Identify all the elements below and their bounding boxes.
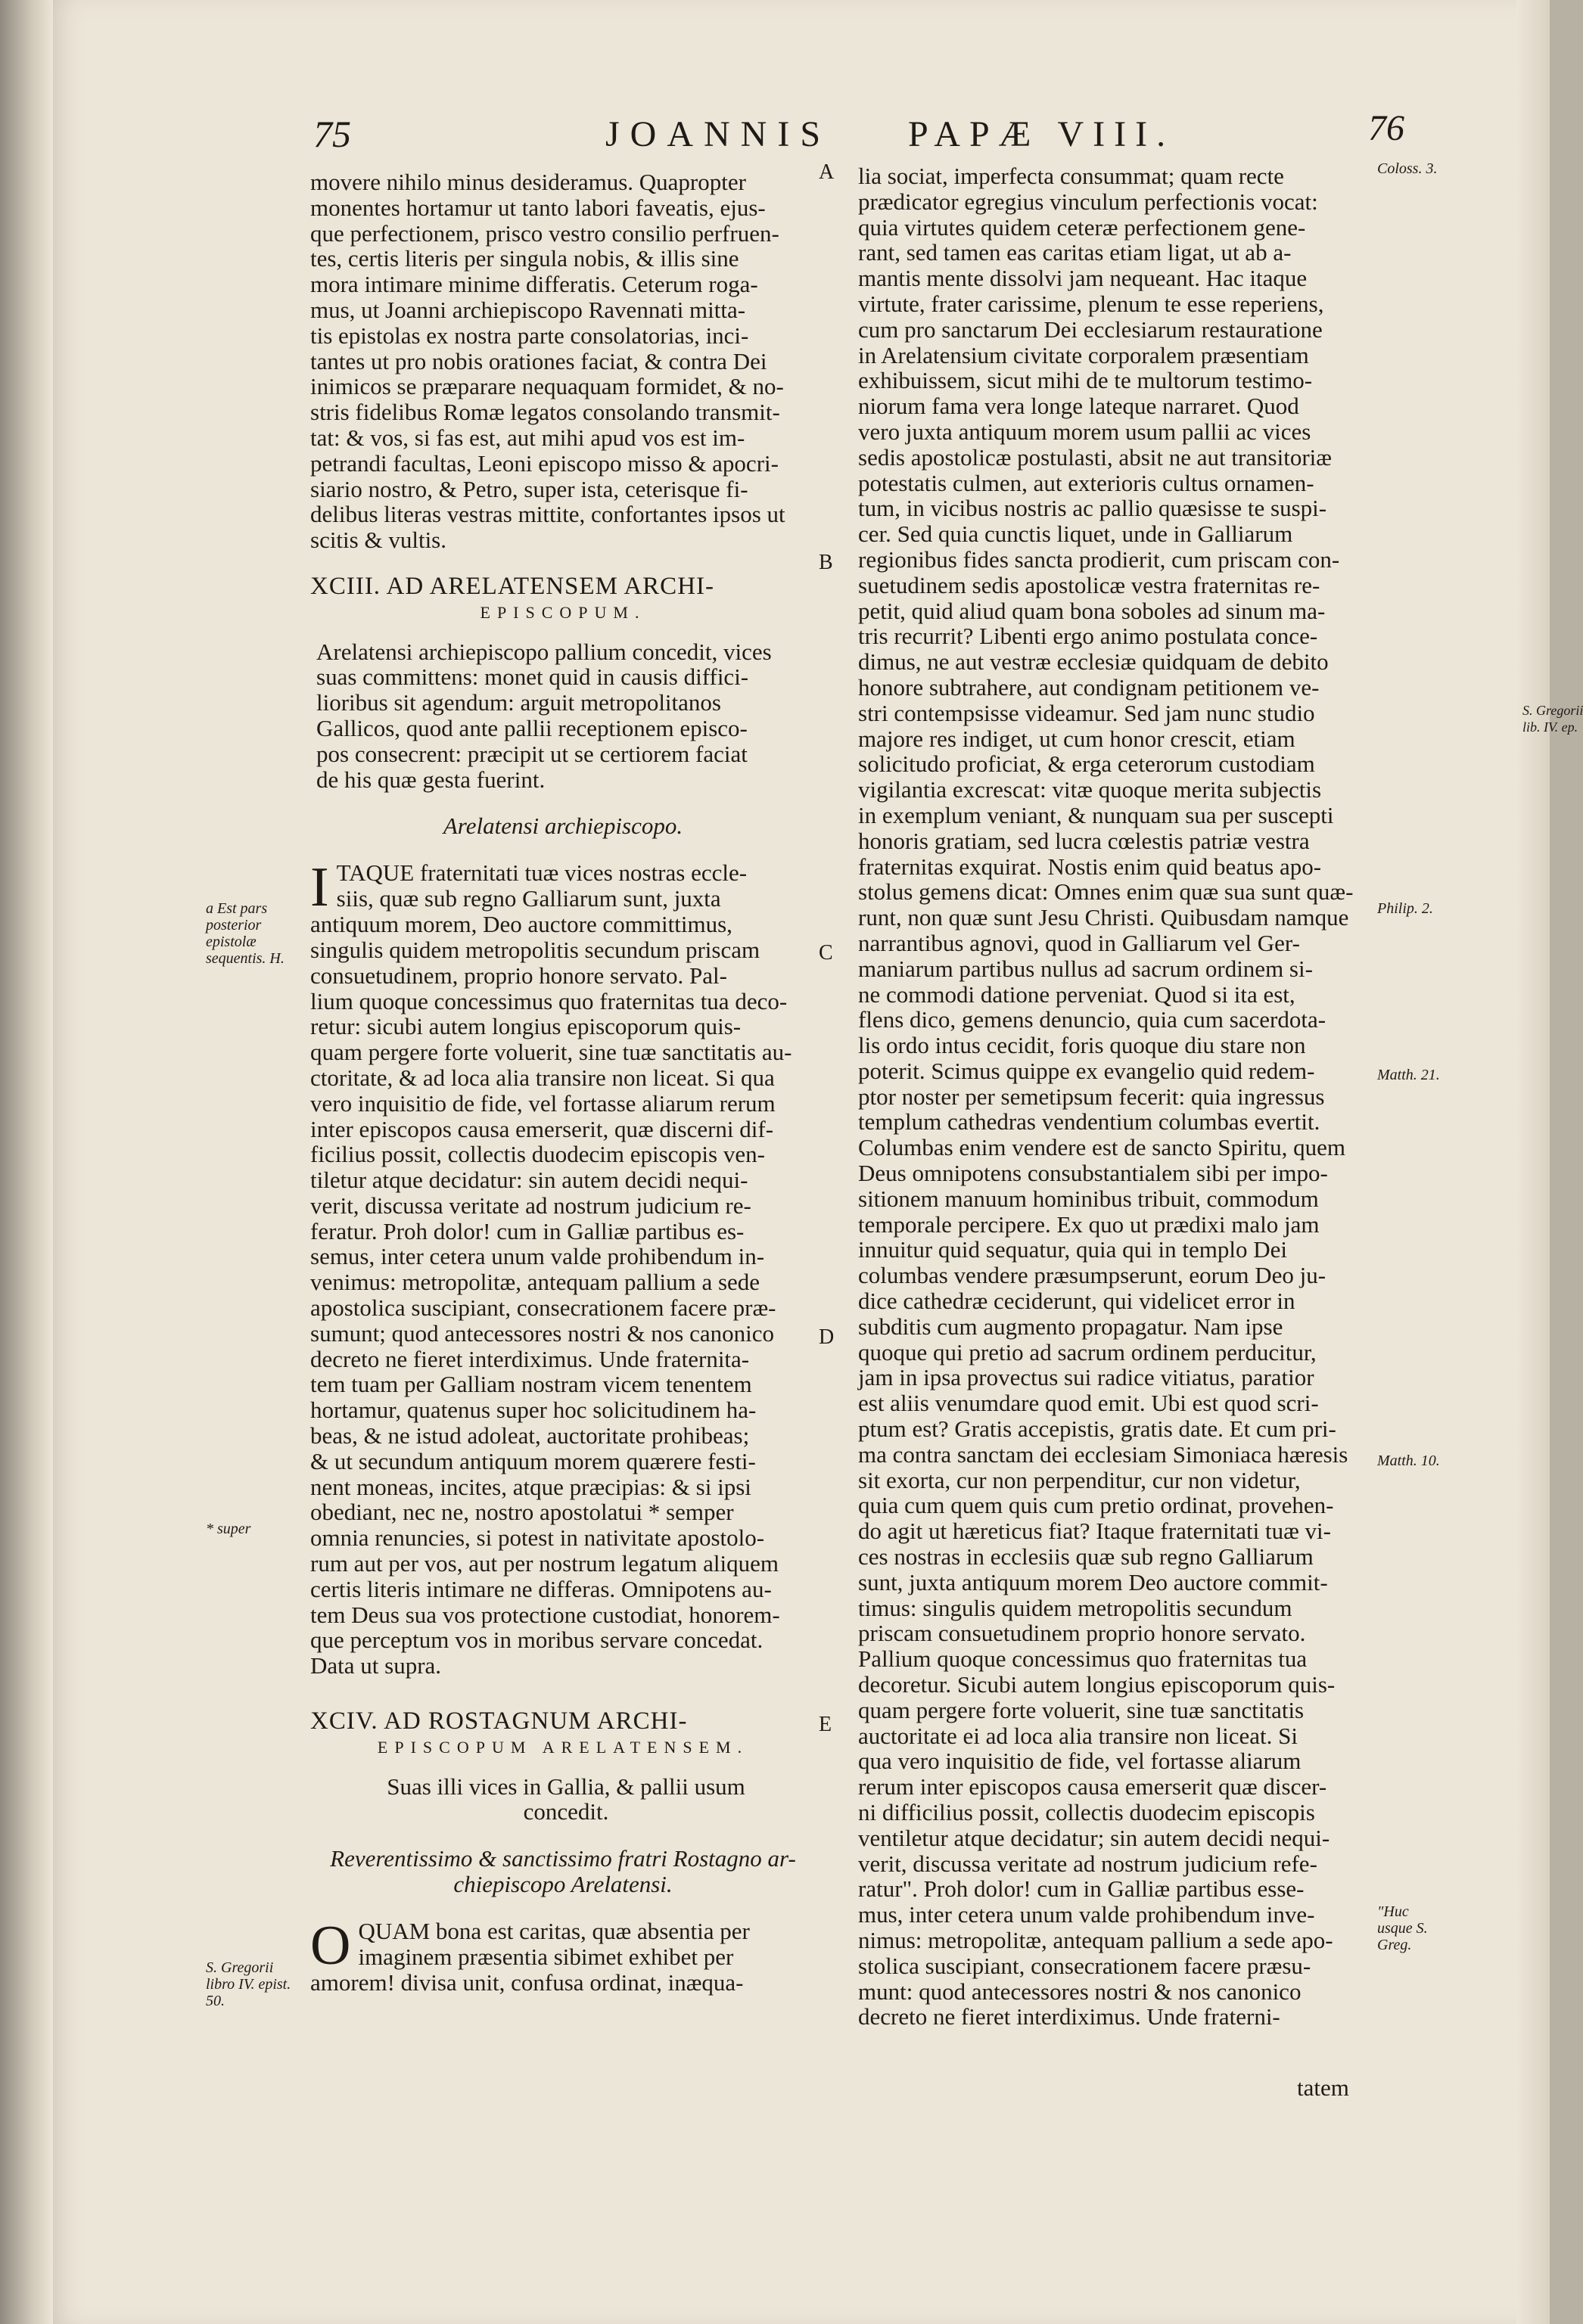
text-line: imaginem præsentia sibimet exhibet per — [358, 1943, 734, 1970]
text-line: regionibus fides sancta prodierit, cum priscam con- — [858, 545, 1340, 573]
margin-note-super: * super — [206, 1521, 251, 1537]
margin-note-a: a Est pars posterior epistolæ sequentis. H. — [206, 900, 285, 967]
text-line: exhibuissem, sicut mihi de te multorum testimo- — [858, 367, 1313, 394]
text-line: de his quæ gesta fuerint. — [316, 766, 546, 793]
text-line: sumunt; quod antecessores nostri & nos canonico — [310, 1319, 775, 1347]
text-line: niorum fama vera longe lateque narraret. Quod — [858, 393, 1299, 420]
text-line: decoretur. Sicubi autem longius episcoporum quis- — [858, 1671, 1336, 1698]
text-line: siario nostro, & Petro, super ista, ceterisque fi- — [310, 475, 748, 502]
text-line: quam pergere forte voluerit, sine tuæ sanctitatis au- — [310, 1039, 792, 1066]
text-line: tis epistolas ex nostra parte consolatorias, inci- — [310, 322, 749, 349]
text-line: Deus omnipotens consubstantialem sibi per impo- — [858, 1160, 1328, 1187]
text-line: amorem! divisa unit, confusa ordinat, inæqua- — [310, 1968, 744, 1996]
text-line: lium quoque concessimus quo fraternitas tua deco- — [310, 987, 788, 1014]
text-line: lis ordo intus cecidit, foris quoque diu stare non — [858, 1032, 1306, 1059]
text-line: rant, sed tamen eas caritas etiam ligat, ut ab a- — [858, 239, 1292, 266]
adjacent-fragment: S. Gregorii — [1522, 703, 1583, 718]
text-line: innuitur quid sequatur, quia qui in templo Dei — [858, 1236, 1288, 1263]
left-page-number: 75 — [313, 113, 351, 155]
text-line: subditis cum augmento propagatur. Nam ipse — [858, 1313, 1283, 1340]
text-line: stris fidelibus Romæ legatos consolando transmit- — [310, 399, 780, 426]
text-line: auctoritate ei ad loca alia transire non liceat. Si — [858, 1722, 1298, 1749]
text-line: poterit. Scimus quippe ex evangelio quid redem- — [858, 1057, 1315, 1084]
text-line: sedis apostolicæ postulasti, absit ne aut transitoriæ — [858, 443, 1332, 471]
adjacent-page-edge — [1516, 0, 1583, 2324]
running-head-right: PAPÆ VIII. — [908, 114, 1175, 154]
text-line: TAQUE fraternitati tuæ vices nostras eccle- — [336, 859, 748, 887]
text-line: verit, discussa veritate ad nostrum judicium re- — [310, 1192, 751, 1219]
text-line: in Arelatensium civitate corporalem præsentiam — [858, 341, 1309, 368]
letter-heading-93: XCIII. AD ARELATENSEM ARCHI- — [310, 572, 715, 600]
text-line: quia virtutes quidem ceteræ perfectionem gene- — [858, 213, 1306, 241]
text-line: vero juxta antiquum morem usum pallii ac vices — [858, 418, 1311, 445]
text-line: vero inquisitio de fide, vel fortasse aliarum rerum — [310, 1089, 776, 1117]
text-line: lioribus sit agendum: arguit metropolitanos — [316, 689, 721, 716]
text-line: priscam consuetudinem proprio honore servato. — [858, 1620, 1306, 1647]
text-line: tem Deus sua vos protectione custodiat, honorem- — [310, 1601, 780, 1628]
text-line: quia cum quem quis cum pretio ordinat, provehen- — [858, 1492, 1334, 1519]
address-line-93: Arelatensi archiepiscopo. — [443, 812, 683, 840]
text-line: obediant, nec ne, nostro apostolatui * semper — [310, 1499, 734, 1526]
text-line: rum aut per vos, aut per nostrum legatum aliquem — [310, 1550, 779, 1577]
text-line: tem tuam per Galliam nostram vicem tenentem — [310, 1371, 752, 1398]
catchword: tatem — [1297, 2074, 1349, 2101]
text-line: hortamur, quatenus super hoc solicitudinem ha- — [310, 1397, 757, 1424]
letter-summary-93 — [310, 639, 816, 793]
text-line: in exemplum veniant, & nunquam sua per suscepti — [858, 801, 1334, 828]
margin-note-huc-usque: "Huc usque S. Greg. — [1377, 1903, 1428, 1953]
margin-note-matth21: Matth. 21. — [1377, 1067, 1440, 1083]
text-line: inimicos se præparare nequaquam formidet, & no- — [310, 373, 784, 400]
section-letter-b: B — [819, 551, 833, 574]
text-line: rerum inter episcopos causa emerserit quæ discer- — [858, 1773, 1327, 1800]
letter-subheading-94: EPISCOPUM ARELATENSEM. — [377, 1737, 749, 1757]
text-line: mus, inter cetera unum valde prohibendum inve- — [858, 1901, 1315, 1928]
text-line: que perceptum vos in moribus servare concedat. — [310, 1626, 764, 1654]
text-line: pos consecrent: præcipit ut se certiorem faciat — [316, 740, 748, 767]
text-line: scitis & vultis. — [310, 527, 446, 554]
margin-note-philip: Philip. 2. — [1377, 900, 1433, 917]
text-line: suas committens: monet quid in causis diffici- — [316, 663, 749, 691]
text-line: certis literis intimare ne differas. Omnipotens au- — [310, 1575, 772, 1602]
text-line: petrandi facultas, Leoni episcopo misso & apocri- — [310, 449, 779, 477]
text-line: Reverentissimo & sanctissimo fratri Rostagno ar- — [330, 1845, 796, 1872]
text-line: temporale percipere. Ex quo ut prædixi malo jam — [858, 1210, 1320, 1238]
text-line: ces nostras in ecclesiis quæ sub regno Galliarum — [858, 1543, 1314, 1571]
text-line: que perfectionem, prisco vestro consilio perfruen- — [310, 219, 779, 247]
text-line: cum pro sanctarum Dei ecclesiarum restauratione — [858, 315, 1323, 343]
text-line: jam in ipsa provectus sui radice vitiatus, paratior — [858, 1364, 1314, 1391]
text-line: ne commodi datione perveniat. Quod si ita est, — [858, 980, 1295, 1008]
text-line: siis, quæ sub regno Galliarum sunt, juxta — [336, 884, 721, 912]
adjacent-fragment: lib. IV. ep. — [1522, 719, 1578, 735]
text-line: ventiletur atque decidatur; sin autem decidi nequi- — [858, 1824, 1330, 1851]
text-line: cer. Sed quia cunctis liquet, unde in Galliarum — [858, 520, 1293, 548]
text-line: stri contempsisse videamur. Sed jam nunc studio — [858, 699, 1315, 726]
letter-subheading-93: EPISCOPUM. — [480, 602, 646, 622]
text-line: munt: quod antecessores nostri & nos canonico — [858, 1978, 1302, 2005]
text-line: templum cathedras vendentium columbas evertit. — [858, 1108, 1320, 1136]
text-line: antiquum morem, Deo auctore committimus, — [310, 911, 732, 938]
text-line: mora intimare minime differatis. Ceterum roga- — [310, 271, 758, 298]
text-line: tum, in vicibus nostris ac pallio quæsisse te suspi- — [858, 495, 1327, 522]
text-line: virtute, frater carissime, plenum te esse reperiens, — [858, 290, 1324, 317]
text-line: apostolica suscipiant, consecrationem facere præ- — [310, 1294, 776, 1322]
running-head-left: JOANNIS — [605, 114, 832, 154]
letter-summary-94 — [310, 1774, 816, 1825]
text-line: suetudinem sedis apostolicæ vestra fraternitas re- — [858, 571, 1320, 598]
text-line: beas, & ne istud adoleat, auctoritate prohibeas; — [310, 1422, 750, 1449]
text-line: Arelatensi archiepiscopo pallium concedit, vices — [316, 638, 772, 665]
paragraph-continued — [310, 169, 816, 553]
text-line: dice cathedræ ceciderunt, qui videlicet error in — [858, 1288, 1295, 1315]
letter-heading-94: XCIV. AD ROSTAGNUM ARCHI- — [310, 1707, 688, 1735]
margin-note-gregory: S. Gregorii libro IV. epist. 50. — [206, 1959, 291, 2009]
text-line: monentes hortamur ut tanto labori faveatis, ejus- — [310, 194, 766, 221]
text-line: chiepiscopo Arelatensi. — [453, 1871, 673, 1898]
text-line: ratur". Proh dolor! cum in Galliæ partibus esse- — [858, 1875, 1305, 1903]
text-line: movere nihilo minus desideramus. Quapropter — [310, 169, 746, 195]
text-line: Gallicos, quod ante pallii receptionem episco- — [316, 714, 748, 741]
text-line: qua vero inquisitio de fide, vel fortasse aliarum — [858, 1748, 1302, 1775]
text-line: semus, inter cetera unum valde prohibendum in- — [310, 1243, 765, 1270]
text-line: QUAM bona est caritas, quæ absentia per — [358, 1917, 750, 1944]
text-line: est aliis venumdare quod emit. Ubi est quod scri- — [858, 1390, 1319, 1417]
margin-note-matth10: Matth. 10. — [1377, 1452, 1440, 1469]
text-line: decreto ne fieret interdiximus. Unde fraternita- — [310, 1345, 750, 1372]
address-line-94 — [310, 1846, 816, 1897]
book-gutter — [0, 0, 53, 2324]
text-line: consuetudinem, proprio honore servato. Pal- — [310, 962, 727, 989]
text-line: sit exorta, cur non perpenditur, cur non videtur, — [858, 1466, 1301, 1493]
text-line: ni difficilius possit, collectis duodecim episcopis — [858, 1799, 1315, 1825]
text-line: tes, certis literis per singula nobis, & illis sine — [310, 245, 739, 272]
text-line: omnia renuncies, si potest in nativitate apostolo- — [310, 1524, 765, 1552]
section-letter-a: A — [819, 160, 835, 184]
text-line: Data ut supra. — [310, 1652, 442, 1679]
letter-body-93 — [310, 856, 816, 1679]
text-line: prædicator egregius vinculum perfectionis vocat: — [858, 188, 1318, 215]
text-line: singulis quidem metropolitis secundum priscam — [310, 936, 760, 963]
text-line: tat: & vos, si fas est, aut mihi apud vos est im- — [310, 424, 745, 451]
text-line: lia sociat, imperfecta consummat; quam recte — [858, 163, 1284, 189]
text-line: Suas illi vices in Gallia, & pallii usum — [387, 1773, 745, 1800]
text-line: solicitudo proficiat, & erga ceterorum custodiam — [858, 750, 1315, 778]
text-line: feratur. Proh dolor! cum in Galliæ partibus es- — [310, 1217, 745, 1244]
right-column — [858, 163, 1373, 2030]
text-line: fraternitas exquirat. Nostis enim quid beatus apo- — [858, 853, 1322, 880]
text-line: ptum est? Gratis accepistis, gratis date. Et cum pri- — [858, 1415, 1336, 1443]
letter-body-94 — [310, 1914, 816, 1996]
text-line: timus: singulis quidem metropolitis secundum — [858, 1594, 1292, 1621]
text-line: tantes ut pro nobis orationes faciat, & contra Dei — [310, 347, 767, 374]
text-line: ptor noster per semetipsum fecerit: quia ingressus — [858, 1083, 1325, 1110]
text-line: dimus, ne aut vestræ ecclesiæ quidquam de debito — [858, 648, 1329, 676]
text-line: columbas vendere præsumpserunt, eorum Deo ju- — [858, 1262, 1326, 1289]
text-line: ctoritate, & ad loca alia transire non liceat. Si qua — [310, 1064, 775, 1091]
text-line: concedit. — [523, 1798, 609, 1825]
text-line: retur: sicubi autem longius episcoporum quis- — [310, 1013, 742, 1040]
text-line: nimus: metropolitæ, antequam pallium a sede apo- — [858, 1926, 1333, 1953]
text-line: runt, non quæ sunt Jesu Christi. Quibusdam namque — [858, 904, 1349, 931]
text-line: inter episcopos causa emerserit, quæ discerni dif- — [310, 1115, 774, 1142]
section-letter-c: C — [819, 941, 833, 965]
text-line: decreto ne fieret interdiximus. Unde fraterni- — [858, 2003, 1280, 2030]
text-line: Columbas enim vendere est de sancto Spiritu, quem — [858, 1134, 1345, 1161]
margin-note-coloss: Coloss. 3. — [1377, 160, 1438, 177]
text-line: quoque qui pretio ad sacrum ordinem perducitur, — [858, 1338, 1317, 1366]
right-page-number: 76 — [1368, 108, 1404, 148]
text-line: stolus gemens dicat: Omnes enim quæ sua sunt quæ- — [858, 878, 1354, 906]
text-line: sitionem manuum hominibus tribuit, commodum — [858, 1185, 1319, 1212]
section-letter-e: E — [819, 1713, 832, 1736]
left-column — [310, 169, 816, 1996]
text-line: vigilantia excrescat: vitæ quoque merita subjectis — [858, 776, 1322, 803]
text-line: do agit ut hæreticus fiat? Itaque fraternitati tuæ vi- — [858, 1518, 1331, 1545]
section-letter-d: D — [819, 1325, 835, 1349]
text-line: sunt, juxta antiquum morem Deo auctore commit- — [858, 1568, 1328, 1595]
text-line: Pallium quoque concessimus quo fraternitas tua — [858, 1645, 1308, 1673]
text-line: ficilius possit, collectis duodecim episcopis ven- — [310, 1141, 765, 1168]
text-line: honoris gratiam, sed lucra cœlestis patriæ vestra — [858, 827, 1310, 854]
text-line: verit, discussa veritate ad nostrum judicium refe- — [858, 1850, 1317, 1877]
text-line: ma contra sanctam dei ecclesiam Simoniaca hæresis — [858, 1440, 1348, 1468]
drop-cap: O — [310, 1914, 351, 1977]
text-line: & ut secundum antiquum morem quærere festi- — [310, 1447, 756, 1474]
text-line: honore subtrahere, aut condignam petitionem ve- — [858, 673, 1320, 701]
text-line: mantis mente dissolvi jam nequeant. Hac itaque — [858, 265, 1308, 292]
text-line: venimus: metropolitæ, antequam pallium a sede — [310, 1269, 760, 1296]
text-line: petit, quid aliud quam bona soboles ad sinum ma- — [858, 597, 1326, 624]
text-line: tiletur atque decidatur: sin autem decidi nequi- — [310, 1167, 748, 1194]
text-line: tris recurrit? Libenti ergo animo postulata conce- — [858, 623, 1318, 650]
text-line: stolica suscipiant, consecrationem facere præsu- — [858, 1952, 1311, 1979]
text-line: majore res indiget, ut cum honor crescit, etiam — [858, 725, 1295, 752]
text-line: mus, ut Joanni archiepiscopo Ravennati mitta- — [310, 296, 746, 323]
text-line: maniarum partibus nullus ad sacrum ordinem si- — [858, 955, 1313, 982]
text-line: potestatis culmen, aut exterioris cultus ornamen- — [858, 469, 1314, 496]
text-line: flens dico, gemens denuncio, quia cum sacerdota- — [858, 1006, 1326, 1033]
drop-cap: I — [310, 856, 329, 919]
text-line: quam pergere forte voluerit, sine tuæ sanctitatis — [858, 1696, 1305, 1723]
text-line: narrantibus agnovi, quod in Galliarum vel Ger- — [858, 929, 1300, 956]
text-line: nent moneas, incites, atque præcipias: & si ipsi — [310, 1473, 751, 1500]
text-line: delibus literas vestras mittite, confortantes ipsos ut — [310, 501, 785, 528]
